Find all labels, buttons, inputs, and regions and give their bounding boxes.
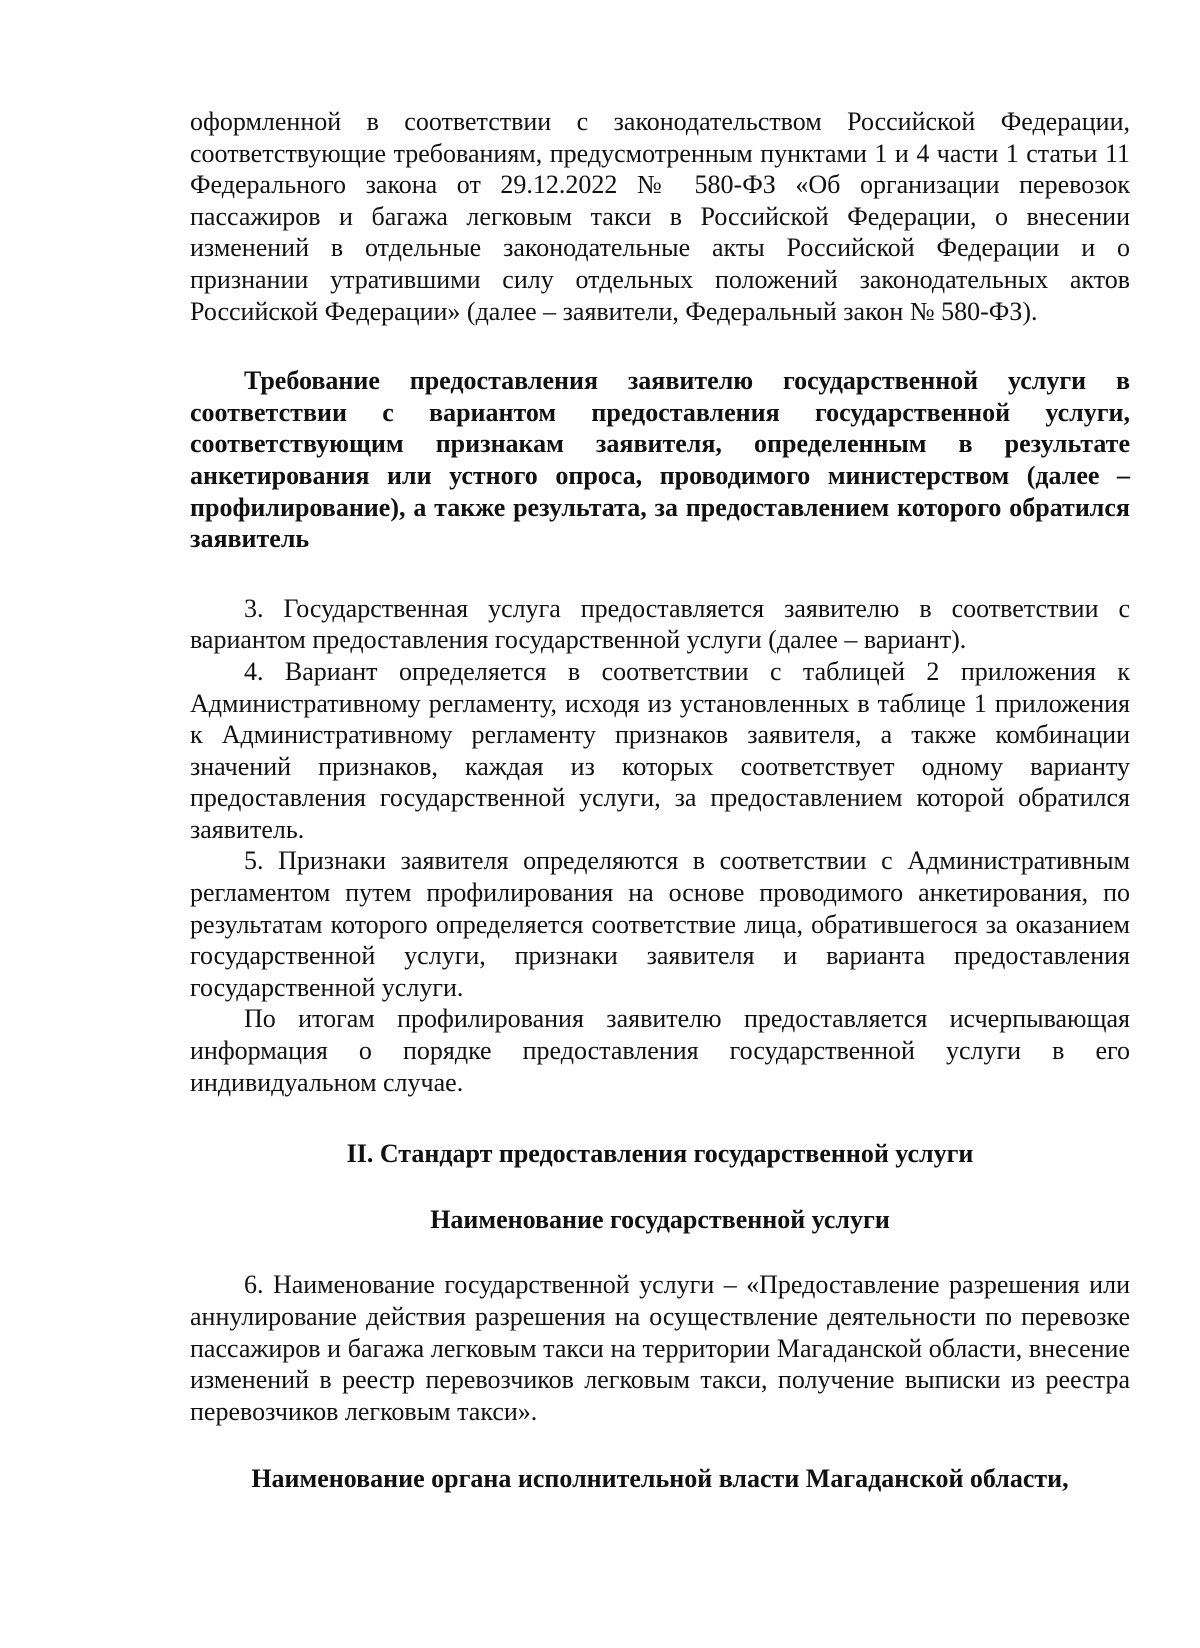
paragraph-5: 5. Признаки заявителя определяются в соответствии с Административным регламентом путем профилирования на основе проводимого анкетирования, по результатам которого определяется соответствие лица, обратившегося за оказанием государственной услуги, признаки заявителя и варианта предоставления государственной услуги. [190, 846, 1130, 1002]
section-title: II. Стандарт предоставления государственной услуги [346, 1139, 974, 1169]
requirement-heading: Требование предоставления заявителю государственной услуги в соответствии с вариантом предоставления государственной услуги, соответствующим признакам заявителя, определенным в результате анкетирования или устного опроса, проводимого министерством (далее – профилирование), а также результата, за предоставлением которого обратился заявитель [190, 366, 1130, 554]
final-heading: Наименование органа исполнительной власти Магаданской области, [251, 1464, 1069, 1494]
document-page [190, 106, 1130, 1495]
intro-paragraph: оформленной в соответствии с законодательством Российской Федерации, соответствующие требованиям, предусмотренным пунктами 1 и 4 части 1 статьи 11 Федерального закона от 29.12.2022 № 580-ФЗ «Об организации перевозок пассажиров и багажа легковым такси в Российской Федерации, о внесении изменений в отдельные законодательные акты Российской Федерации и о признании утратившими силу отдельных положений законодательных актов Российской Федерации» (далее – заявители, Федеральный закон № 580-ФЗ). [190, 107, 1130, 326]
paragraph-6: 6. Наименование государственной услуги – «Предоставление разрешения или аннулирование действия разрешения на осуществление деятельности по перевозке пассажиров и багажа легковым такси на территории Магаданской области, внесение изменений в реестр перевозчиков легковым такси, получение выписки из реестра перевозчиков легковым такси». [190, 1270, 1130, 1426]
profiling-paragraph: По итогам профилирования заявителю предоставляется исчерпывающая информация о порядке предоставления государственной услуги в его индивидуальном случае. [190, 1004, 1130, 1097]
paragraph-4: 4. Вариант определяется в соответствии с таблицей 2 приложения к Административному регламенту, исходя из установленных в таблице 1 приложения к Административному регламенту признаков заявителя, а также комбинации значений признаков, каждая из которых соответствует одному варианту предоставления государственной услуги, за предоставлением которой обратился заявитель. [190, 656, 1130, 844]
subsection-title: Наименование государственной услуги [430, 1204, 890, 1234]
paragraph-3: 3. Государственная услуга предоставляется заявителю в соответствии с вариантом предоставления государственной услуги (далее – вариант). [190, 593, 1130, 655]
